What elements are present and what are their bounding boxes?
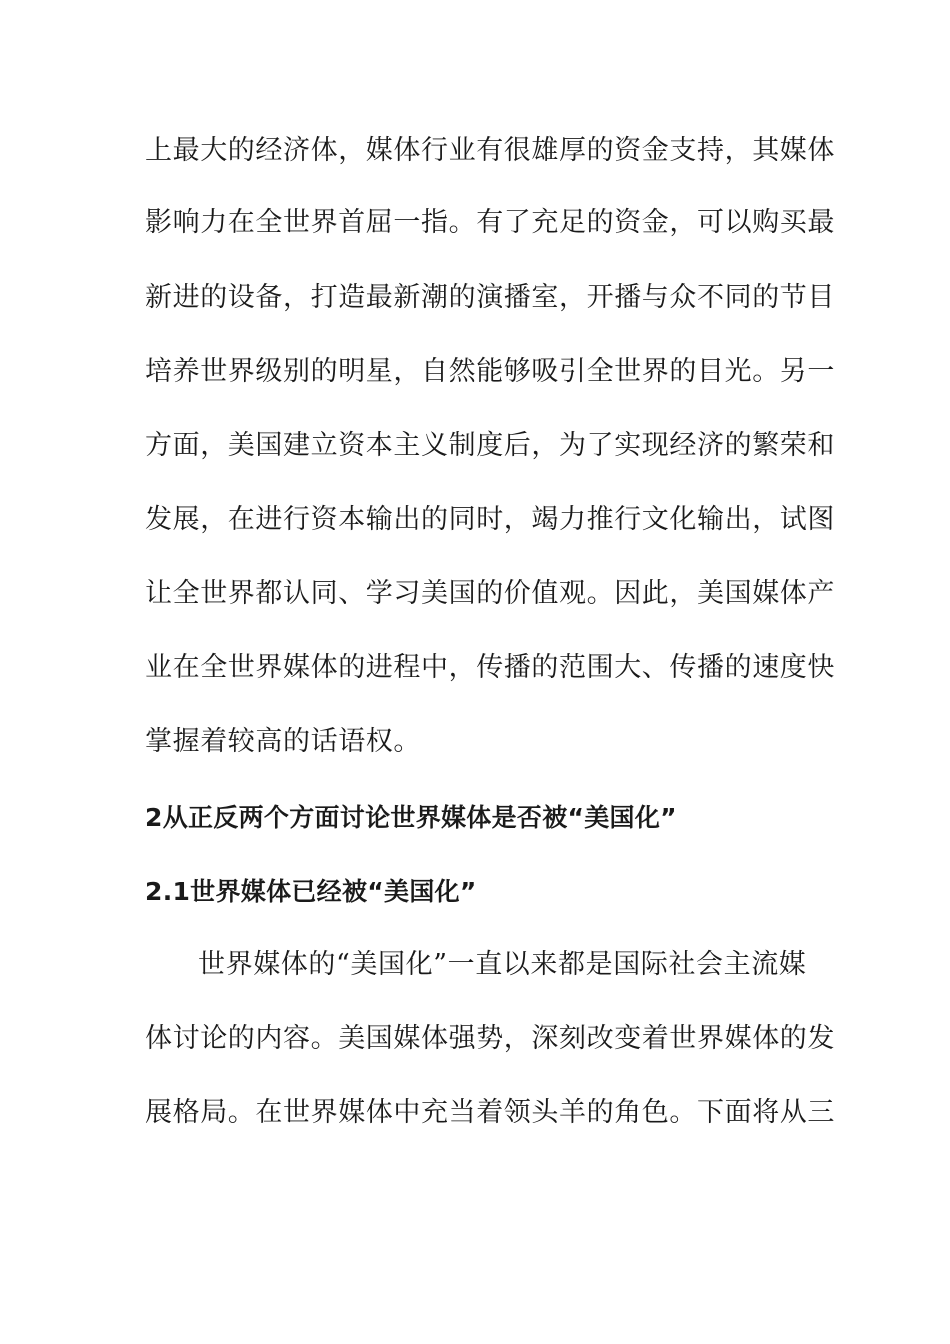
paragraph-1-line-7: 让全世界都认同、学习美国的价值观。因此，美国媒体产	[145, 578, 835, 609]
paragraph-1-line-2: 影响力在全世界首屈一指。有了充足的资金，可以购买最	[145, 207, 835, 238]
paragraph-1-line-3: 新进的设备，打造最新潮的演播室，开播与众不同的节目	[145, 282, 835, 313]
paragraph-1-line-5: 方面，美国建立资本主义制度后，为了实现经济的繁荣和	[145, 430, 835, 461]
paragraph-1-line-1: 上最大的经济体，媒体行业有很雄厚的资金支持，其媒体	[145, 135, 835, 166]
paragraph-1-line-8: 业在全世界媒体的进程中，传播的范围大、传播的速度快	[145, 652, 835, 683]
paragraph-1-line-6: 发展，在进行资本输出的同时，竭力推行文化输出，试图	[145, 504, 835, 535]
paragraph-1-line-9: 掌握着较高的话语权。	[145, 726, 421, 757]
paragraph-2-line-1: 世界媒体的“美国化”一直以来都是国际社会主流媒	[198, 949, 807, 980]
paragraph-2-line-2: 体讨论的内容。美国媒体强势，深刻改变着世界媒体的发	[145, 1023, 835, 1054]
paragraph-2-line-3: 展格局。在世界媒体中充当着领头羊的角色。下面将从三	[145, 1097, 835, 1128]
paragraph-1-line-4: 培养世界级别的明星，自然能够吸引全世界的目光。另一	[145, 356, 835, 387]
section-heading-2-1: 2.1世界媒体已经被“美国化”	[145, 877, 477, 906]
section-heading-2: 2从正反两个方面讨论世界媒体是否被“美国化”	[145, 803, 677, 832]
